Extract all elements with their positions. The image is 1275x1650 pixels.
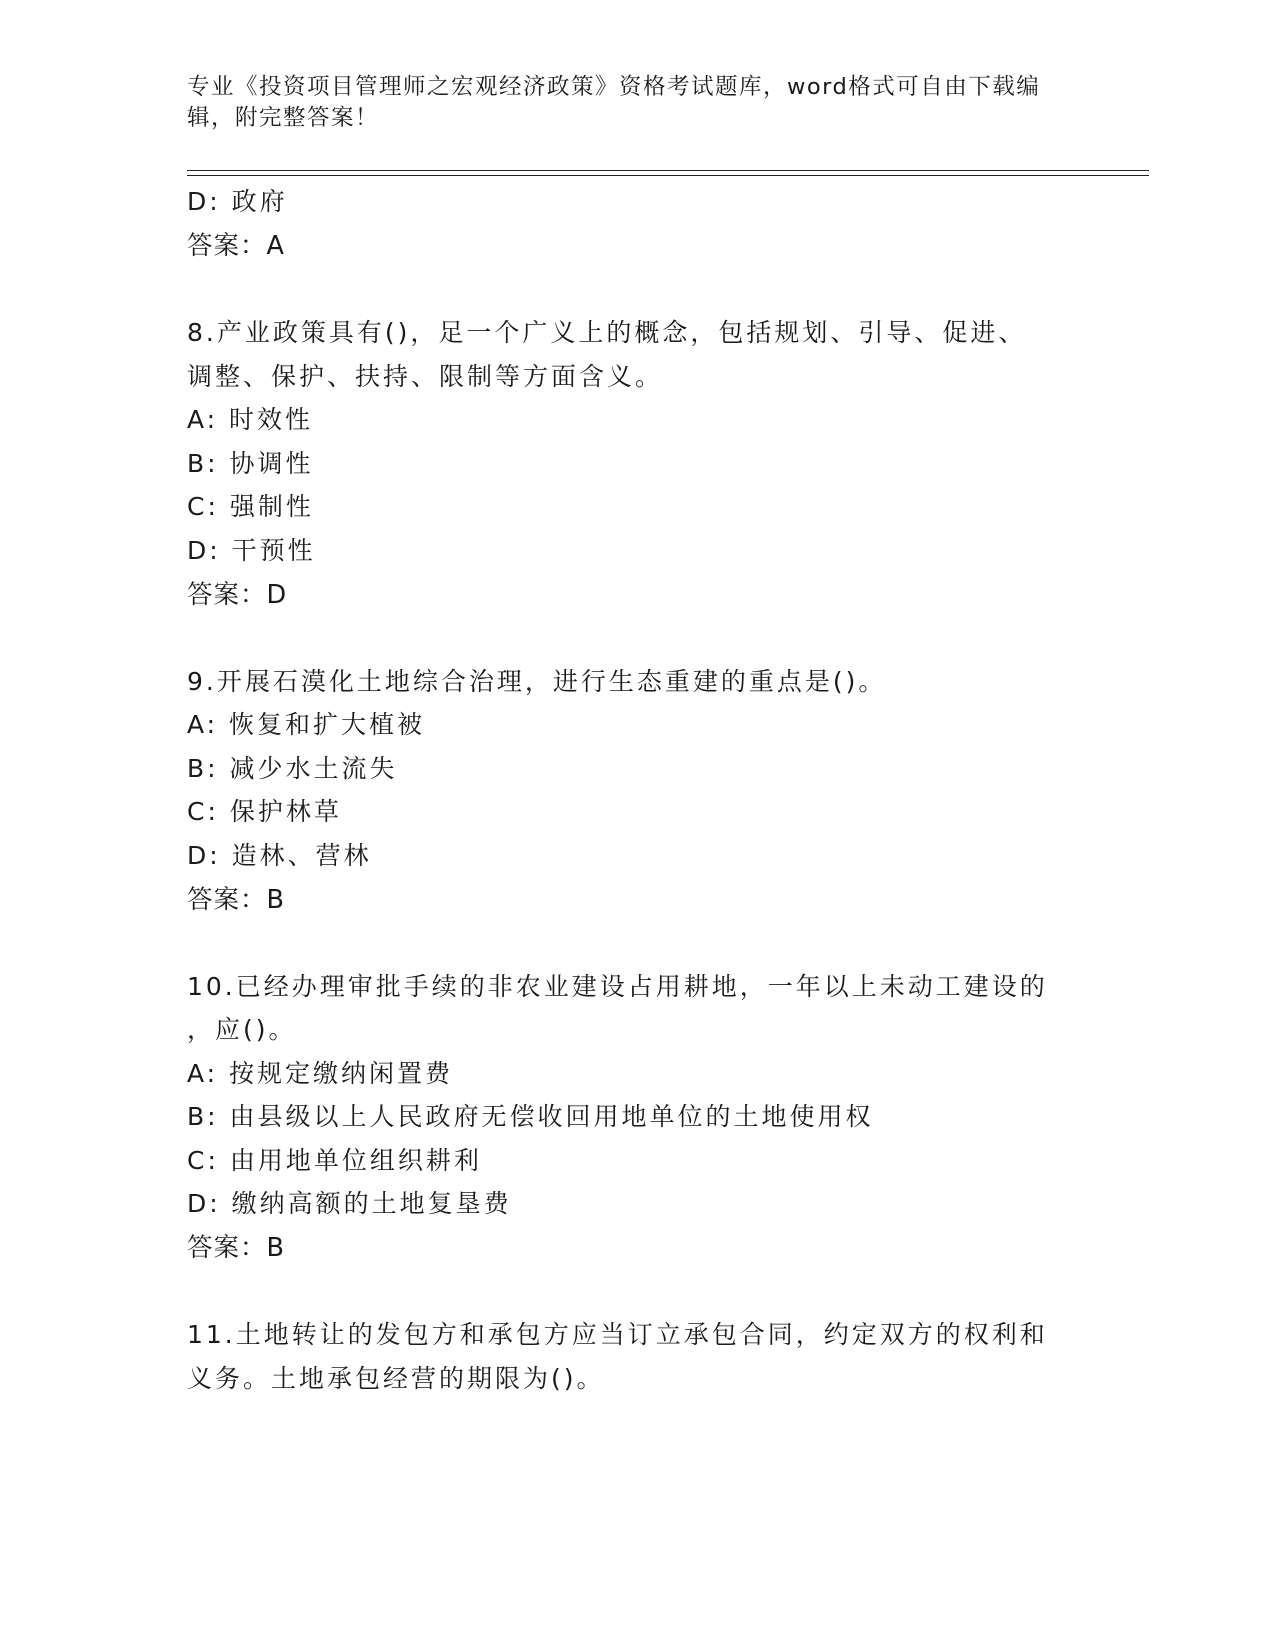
q9-option-d: D: 造林、营林	[187, 841, 372, 870]
q9-option-a: A: 恢复和扩大植被	[187, 710, 426, 739]
q8-option-d: D: 干预性	[187, 536, 316, 565]
q10-answer: 答案：B	[187, 1233, 285, 1263]
q10-option-c: C: 由用地单位组织耕利	[187, 1146, 482, 1175]
header-divider-top	[187, 170, 1149, 171]
q10-option-b: B: 由县级以上人民政府无偿收回用地单位的土地使用权	[187, 1102, 874, 1131]
q10-stem-line2: ，应()。	[187, 1015, 297, 1044]
q9-stem-line1: 9.开展石漠化土地综合治理，进行生态重建的重点是()。	[187, 667, 887, 696]
q11-stem-line2: 义务。土地承包经营的期限为()。	[187, 1364, 605, 1393]
q11-stem-line1: 11.土地转让的发包方和承包方应当订立承包合同，约定双方的权利和	[187, 1320, 1048, 1349]
header-divider-bottom	[187, 175, 1149, 176]
q9-option-b: B: 减少水土流失	[187, 754, 398, 783]
q10-option-a: A: 按规定缴纳闲置费	[187, 1059, 454, 1088]
q8-option-c: C: 强制性	[187, 492, 314, 521]
q8-stem-line1: 8.产业政策具有()，足一个广义上的概念，包括规划、引导、促进、	[187, 318, 1027, 347]
q8-stem-line2: 调整、保护、扶持、限制等方面含义。	[187, 362, 664, 391]
header-line-1: 专业《投资项目管理师之宏观经济政策》资格考试题库，word格式可自由下载编	[187, 74, 1041, 100]
q9-answer: 答案：B	[187, 885, 285, 915]
q8-answer: 答案：D	[187, 580, 288, 610]
q8-option-b: B: 协调性	[187, 449, 314, 478]
header-line-2: 辑，附完整答案！	[187, 105, 380, 131]
prev-option-d: D: 政府	[187, 187, 288, 216]
q8-option-a: A: 时效性	[187, 405, 314, 434]
prev-answer: 答案：A	[187, 231, 285, 261]
q9-option-c: C: 保护林草	[187, 797, 342, 826]
q10-option-d: D: 缴纳高额的土地复垦费	[187, 1189, 512, 1218]
q10-stem-line1: 10.已经办理审批手续的非农业建设占用耕地，一年以上未动工建设的	[187, 972, 1048, 1001]
